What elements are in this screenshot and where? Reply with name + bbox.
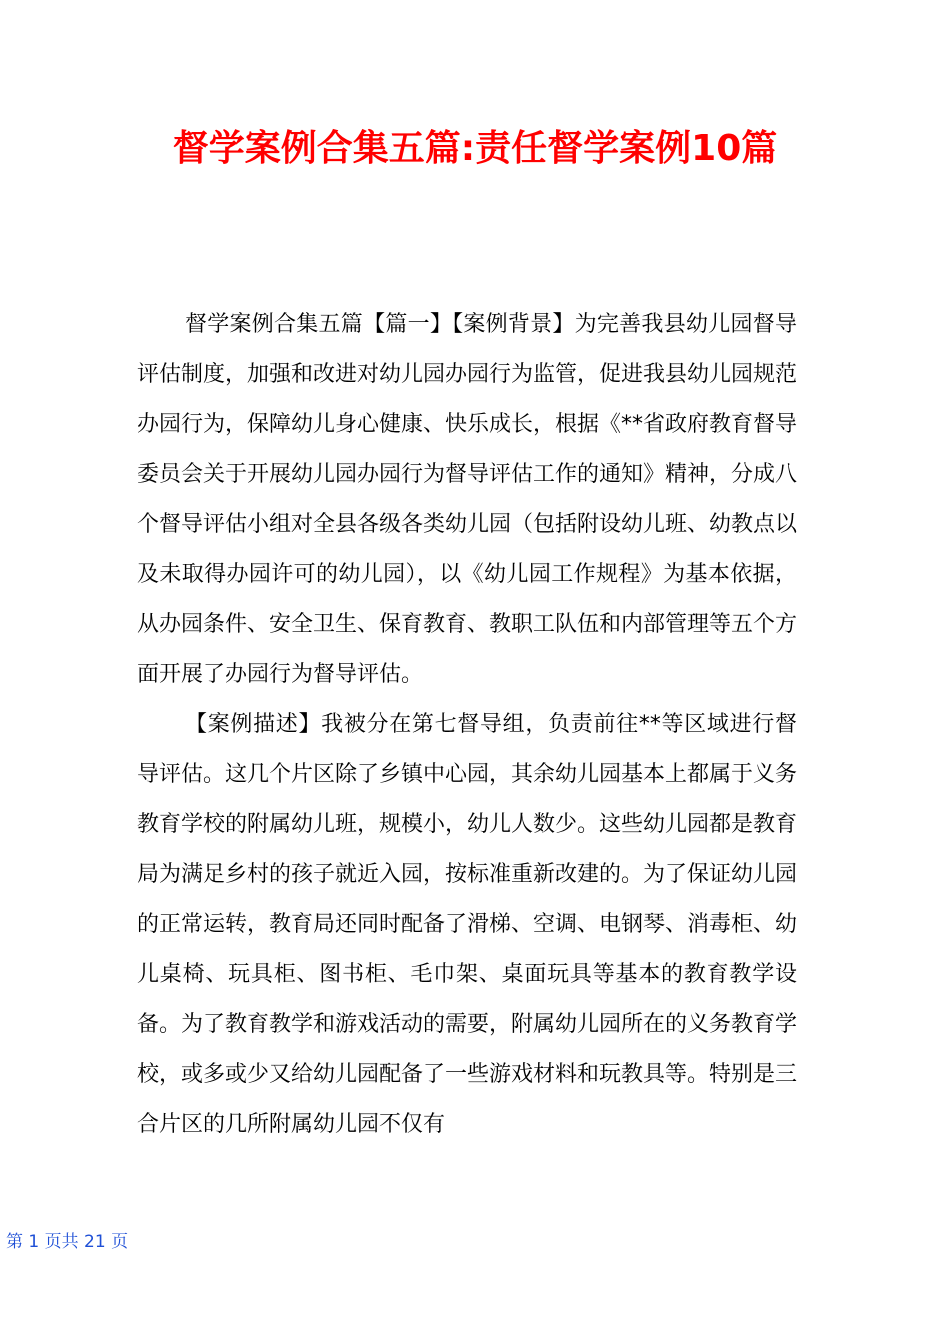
- document-title: 督学案例合集五篇:责任督学案例10篇: [172, 128, 778, 169]
- paragraph-2: 【案例描述】我被分在第七督导组，负责前往**等区域进行督导评估。这几个片区除了乡镇中心园，其余幼儿园基本上都属于义务教育学校的附属幼儿班，规模小，幼儿人数少。这些幼儿园都是教育局为满足乡村的孩子就近入园，按标准重新改建的。为了保证幼儿园的正常运转，教育局还同时配备了滑梯、空调、电钢琴、消毒柜、幼儿桌椅、玩具柜、图书柜、毛巾架、桌面玩具等基本的教育教学设备。为了教育教学和游戏活动的需要，附属幼儿园所在的义务教育学校，或多或少又给幼儿园配备了一些游戏材料和玩教具等。特别是三合片区的几所附属幼儿园不仅有: [137, 712, 798, 1137]
- document-body: [137, 300, 797, 1150]
- paragraph-1: 督学案例合集五篇【篇一】【案例背景】为完善我县幼儿园督导评估制度，加强和改进对幼儿园办园行为监管，促进我县幼儿园规范办园行为，保障幼儿身心健康、快乐成长，根据《**省政府教育督导委员会关于开展幼儿园办园行为督导评估工作的通知》精神，分成八个督导评估小组对全县各级各类幼儿园（包括附设幼儿班、幼教点以及未取得办园许可的幼儿园），以《幼儿园工作规程》为基本依据，从办园条件、安全卫生、保育教育、教职工队伍和内部管理等五个方面开展了办园行为督导评估。: [137, 312, 798, 687]
- page-indicator: 第 1 页共 21 页: [6, 1232, 129, 1252]
